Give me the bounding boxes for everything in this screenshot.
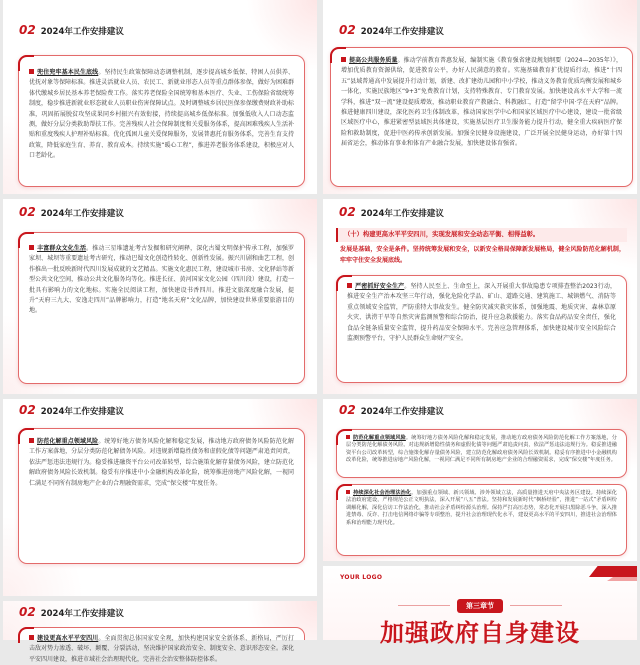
section-number: 02 [339,403,356,417]
divider-line [510,605,562,606]
section-title: 2024年工作安排建议 [40,209,124,219]
card-paragraph [29,634,294,665]
paragraph-lead: 防范化解重点领域风险 [353,435,406,441]
square-bullet-icon [346,490,350,494]
paragraph-body: 。推动学前教育普惠发展，编制实施《教育强省建设规划纲要（2024—2035年）》，增加优质教育资源供给，促进教育公平，办好人民满意的教育。实施基础教育扩优提质行动，推进“十四五”县域普通高中发展提升行动计划，新建、改扩建幼儿园和中小学校，推动义务教育优质均衡发展和城乡一体化，实施民族地区“9+3”免费教育计划，支持特殊教育、专门教育发展。加快建设高水平大学和一流学科，推进“双一流”建设提质增效，推动职业教育产教融合、科教融汇，打造“留学中国·学在天府”品牌。推进健康四川建设，深化医药卫生体制改革，推动国家医学中心和国家区域医疗中心建设，建设一批省级区域医疗中心，推进紧密型县域医共体建设，实施基层医疗卫生服务能力提升行动，健全重大疾病医疗保险和救助制度，促进中医药传承创新发展。加强全民健身设施建设，广泛开展全民健身运动，办好第十四届省运会，推动体育事业和体育产业融合发展，加快建设体育强省。 [341,57,622,148]
section-title: 2024年工作安排建议 [360,27,444,37]
section-header [339,23,444,37]
section-banner: （十）构建更高水平平安四川，实现发展和安全动态平衡、相得益彰。 [336,228,627,242]
square-bullet-icon [29,69,34,74]
paragraph-body: 。坚持民生政策保障动态调整机制，逐步提高城乡低保、特困人员供养、优抚对象等保障标准。推进灵活就业人员、农民工、新就业形态人员等重点群体参保，做好为困难群体代缴城乡居民基本养老保险费工作。落实养老保险全国统筹和基本医疗、失业、工伤保险省级统筹制度，稳步推进新就业形态就业人员职业伤害保障试点。及时调整城乡居民医保参保缴费财政补助标准，巩固拓展脱贫攻坚成果同乡村振兴有效衔接，持续提高城乡低保标准。加强低收入人口动态监测，做好分层分类救助帮扶工作。完善残疾人社会保障制度和关爱服务体系，提高困难残疾人生活补贴和重度残疾人护理补贴标准。优化孤困儿童关爱保障服务，发展普惠托育服务体系，完善生育支持政策，降低家庭生育、养育、教育成本。持续实施“暖心工程”，推进养老服务体系建设，积极应对人口老龄化。 [29,69,294,160]
paragraph-lead: 严密抓好安全生产 [355,283,405,290]
section-header [19,205,124,219]
section-number: 02 [339,205,356,219]
section-header [19,23,124,37]
slide-thumbnail [3,601,317,663]
slide-thumbnail [3,199,317,394]
content-card [18,232,305,384]
chapter-slide [323,566,637,647]
paragraph-lead: 防范化解重点领域风险 [37,438,99,445]
paragraph-body: 。推动三星堆遗址考古发掘和研究阐释，深化古蜀文明保护传承工程，加强罗家坝、城坝等重要遗址考古研究，推动巴蜀文化创造性转化、创新性发展。振兴川剧和曲艺工程，创作推出一批反映新时代四川发展成就的文艺精品。实施文化惠民工程，建设城市书房、文化驿站等新型公共文化空间，推动公共文化服务均等化。推进长征、黄河国家文化公园（四川段）建设，打造一批具有影响力的文化地标。实施全民阅读工程，加快建设书香四川。推进文旅深度融合发展，提升“天府三九大、安逸走四川”品牌影响力，打造“地名天府”文化品牌，加快建设世界重要旅游目的地。 [29,245,294,315]
card-paragraph [341,56,622,150]
section-title: 2024年工作安排建议 [40,609,124,619]
content-card [336,484,627,556]
section-title: 2024年工作安排建议 [40,27,124,37]
paragraph-body: 。统筹好地方债务风险化解和稳定发展，推动地方政府债务风险防范化解工作方案落地，分层分类防范化解债务风险。对违规新增隐性债务和虚假化债等问题严肃追责问责，依法严惩违法违规行为。稳妥推进融资平台公司改革转型，综合施策化解存量债务风险，建立防范化解政府债务风险长效机制。稳妥有序推进中小金融机构改革化险，统筹推进房地产风险化解，一视同仁满足不同所有制房地产企业的合理融资需求，完成“保交楼”年度任务。 [346,435,617,464]
card-paragraph [29,437,294,489]
content-card [18,55,305,187]
paragraph-body: 。坚持人民至上、生命至上，深入开展重大事故隐患专项排查整治2023行动，推进安全生产治本攻坚三年行动，强化危险化学品、矿山、道路交通、建筑施工、城镇燃气、消防等重点领域安全监管，严防重特大事故发生。健全防灾减灾救灾体系，加强地震、地质灾害、森林草原火灾、洪涝干旱等自然灾害监测预警和综合防治，提升应急救援能力。落实食品药品安全责任，强化食品全链条质量安全监管，提升药品安全保障水平。完善应急管理体系，加快建设城市安全风险综合监测预警平台，守护人民群众生命财产安全。 [347,283,616,343]
logo-text: YOUR LOGO [340,574,383,581]
card-paragraph [346,435,617,465]
section-title: 2024年工作安排建议 [40,407,124,417]
square-bullet-icon [346,435,350,439]
section-header [339,403,444,417]
section-number: 02 [339,23,356,37]
paragraph-body: 。统筹好地方债务风险化解和稳定发展，推动地方政府债务风险防范化解工作方案落地，分层分类防范化解债务风险。对违规新增隐性债务和虚假化债等问题严肃追责问责，依法严惩违法违规行为。稳妥推进融资平台公司改革转型，综合施策化解存量债务风险，建立防范化解政府债务风险长效机制。稳妥有序推进中小金融机构改革化险，统筹推进房地产风险化解，一视同仁满足不同所有制房地产企业的合理融资需求，完成“保交楼”年度任务。 [29,438,294,487]
section-header [19,403,124,417]
content-card [18,428,305,564]
content-card [18,627,305,663]
card-paragraph [29,244,294,317]
paragraph-lead: 提高公共服务质量 [349,57,398,64]
square-bullet-icon [29,438,34,443]
chapter-title: 加强政府自身建设 [380,619,580,647]
slide-thumbnail [3,0,317,194]
content-card [336,429,627,478]
paragraph-lead: 建设更高水平平安四川 [37,635,99,642]
section-header [339,205,444,219]
section-number: 02 [19,205,36,219]
slide-thumbnail [323,199,637,394]
section-number: 02 [19,403,36,417]
square-bullet-icon [29,245,34,250]
slide-thumbnail [3,399,317,596]
paragraph-body: 。全面贯彻总体国家安全观，加快构建国家安全新体系、新格局，严厉打击敌对势力渗透、破坏、颠覆、分裂活动，坚决维护国家政治安全、制度安全、意识形态安全。深化平安四川建设，推进市域社会治理现代化，完善社会治安整体防控体系。 [29,635,294,663]
square-bullet-icon [29,635,34,640]
chapter-badge: 第三章节 [457,599,503,613]
slide-thumbnail [323,0,637,194]
section-number: 02 [19,23,36,37]
divider-line [398,605,450,606]
paragraph-lead: 丰富群众文化生活 [37,245,87,252]
content-card [336,275,627,383]
paragraph-body: 。加强重点领域、新兴领域、涉外领域立法，高质量推进天府中央法务区建设。持续深化法治政府建设，严格规范公正文明执法，深入开展“八五”普法。坚持和发展新时代“枫桥经验”，推进“一站式”矛盾纠纷调解化解，深化信访工作法治化，推动社会矛盾纠纷源头治理。保持严打高压态势，常态化开展扫黑除恶斗争，深入推进禁毒、反诈、打击电信网络诈骗等专项整治，提升社会治理现代化水平，建设更高水平的平安四川，推进社会治理体系和治理能力现代化。 [346,490,617,526]
corner-decoration [607,577,637,581]
paragraph-lead: 持续深化社会治理法治化 [353,490,412,496]
slide-thumbnail [323,399,637,561]
section-title: 2024年工作安排建议 [360,209,444,219]
card-paragraph [346,490,617,527]
card-paragraph [347,282,616,344]
lead-statement: 发展是基础，安全是条件。坚持统筹发展和安全，以新安全格局保障新发展格局，健全风险防范化解机制，牢牢守住安全发展底线。 [340,246,625,264]
paragraph-lead: 兜住兜牢基本民生底线 [37,69,99,76]
section-number: 02 [19,605,36,619]
card-paragraph [29,68,294,162]
square-bullet-icon [347,283,352,288]
corner-decoration [589,566,637,577]
section-title: 2024年工作安排建议 [360,407,444,417]
square-bullet-icon [341,57,346,62]
content-card [330,47,633,187]
section-header [19,605,124,619]
